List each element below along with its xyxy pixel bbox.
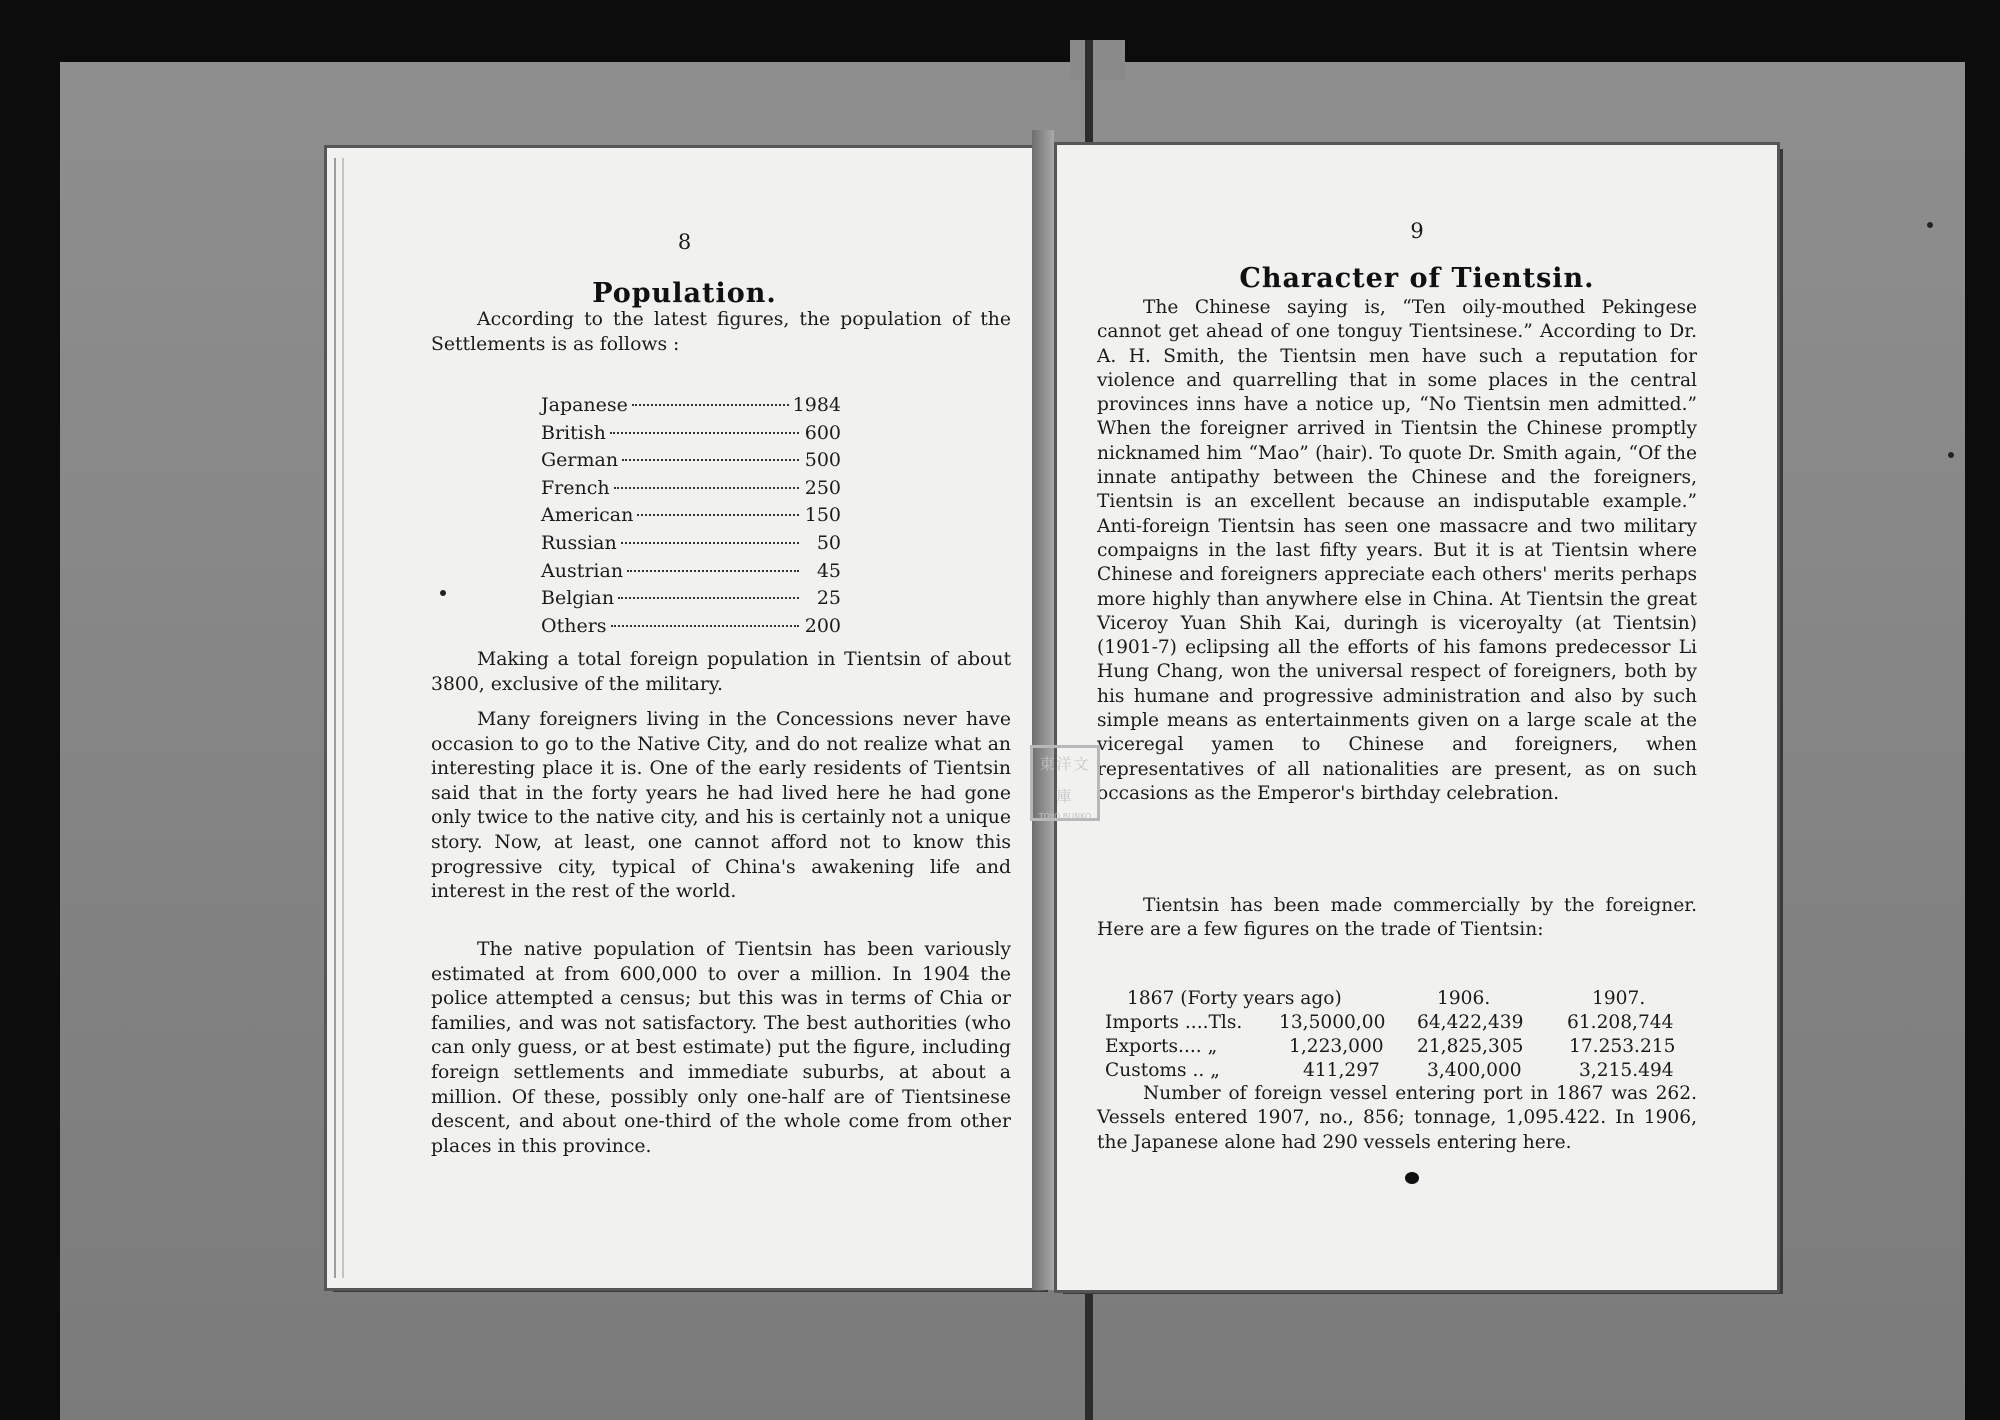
count: 200 bbox=[804, 614, 841, 637]
leader-dots bbox=[610, 432, 799, 434]
character-paragraph bbox=[1097, 296, 1697, 806]
scan-top-gap bbox=[1070, 40, 1125, 80]
intro-paragraph bbox=[431, 308, 1011, 357]
vessels-text: Number of foreign vessel entering port in 1867 was 262. Vessels entered 1907, no., 856; tonnage, 1,095.422. In 1906, the Japanese alone had 290 vessels entering here. bbox=[1097, 1083, 1697, 1153]
leader-dots bbox=[637, 514, 799, 516]
leader-dots bbox=[621, 542, 799, 544]
nationality: Belgian bbox=[541, 587, 615, 610]
scan-speck bbox=[1927, 222, 1933, 228]
page-number: 8 bbox=[677, 230, 692, 254]
count: 45 bbox=[816, 559, 841, 582]
leader-dots bbox=[622, 459, 799, 461]
count: 25 bbox=[816, 587, 841, 610]
nationality: American bbox=[541, 504, 634, 527]
trade-1906-value: 21,825,305 bbox=[1417, 1036, 1524, 1057]
nationality: Others bbox=[541, 614, 607, 637]
section-heading: Character of Tientsin. bbox=[1239, 263, 1595, 294]
count: 1984 bbox=[792, 394, 841, 416]
leader-dots bbox=[627, 570, 799, 572]
ink-blot bbox=[1405, 1172, 1419, 1184]
trade-row-label: Exports.... „ bbox=[1105, 1036, 1218, 1057]
scan-speck bbox=[440, 590, 446, 596]
right-page bbox=[1057, 145, 1777, 1290]
trade-1867-value: 13,5000,00 bbox=[1279, 1012, 1386, 1033]
nationality: German bbox=[541, 449, 619, 472]
count: 250 bbox=[804, 476, 841, 499]
header-1906: 1906. bbox=[1437, 988, 1491, 1009]
leader-dots bbox=[632, 404, 789, 406]
trade-row-label: Imports ....Tls. bbox=[1105, 1012, 1243, 1033]
total-text: Making a total foreign population in Tientsin of about 3800, exclusive of the military. bbox=[431, 649, 1011, 695]
population-row bbox=[541, 530, 841, 558]
population-row bbox=[541, 502, 841, 530]
trade-1906-value: 3,400,000 bbox=[1427, 1060, 1522, 1081]
population-row bbox=[541, 613, 841, 641]
leader-dots bbox=[611, 625, 799, 627]
nationality: British bbox=[541, 421, 606, 444]
count: 600 bbox=[804, 421, 841, 444]
nationality: Japanese bbox=[541, 394, 628, 416]
header-1907: 1907. bbox=[1592, 988, 1646, 1009]
population-row bbox=[541, 392, 841, 420]
count: 50 bbox=[816, 531, 841, 554]
library-stamp-glyphs: 東洋文庫 bbox=[1039, 755, 1091, 805]
page-number: 9 bbox=[1410, 219, 1424, 243]
native-population-text: The native population of Tientsin has been variously estimated at from 600,000 to over a million. In 1904 the police attempted a census; but this was in terms of Chia or families, and was not satisfactory. The best authorities (who can only guess, or at best estimate) put the figure, including foreign settlements and immediate suburbs, at about a million. Of these, possibly only one-half are of Tientsinese descent, and about one-third of the whole come from other places in this province. bbox=[431, 939, 1011, 1157]
nationality: French bbox=[541, 476, 610, 499]
header-1867: 1867 (Forty years ago) bbox=[1127, 988, 1342, 1009]
trade-text: Tientsin has been made commercially by the foreigner. Here are a few figures on the trade of Tientsin: bbox=[1097, 895, 1697, 941]
character-text: The Chinese saying is, “Ten oily-mouthed Pekingese cannot get ahead of one tonguy Tientsinese.” According to Dr. A. H. Smith, the Tientsin men have such a reputation for violence and quarrelling that in some places in the central provinces inns have a notice up, “No Tientsin men admitted.” When the foreigner arrived in Tientsin the Chinese promptly nicknamed him “Mao” (hair). To quote Dr. Smith again, “Of the innate antipathy between the Chinese and the foreigners, Tientsin is an excellent because an indisputable example.” Anti-foreign Tientsin has seen one massacre and two military compaigns in the last fifty years. But it is at Tientsin where Chinese and foreigners appreciate each others' merits perhaps more highly than anywhere else in China. At Tientsin the great Viceroy Yuan Shih Kai, duringh is viceroyalty (at Tientsin) (1901-7) eclipsing all the efforts of his famons predecessor Li Hung Chang, won the universal respect of foreigners, both by his humane and progressive administration and also by such simple means as entertainments given on a large scale at the viceregal yamen to Chinese and foreigners, when representatives of all nationalities are present, as on such occasions as the Emperor's birthday celebration. bbox=[1097, 297, 1697, 804]
vessels-paragraph bbox=[1097, 1082, 1697, 1155]
scan-speck bbox=[1948, 452, 1954, 458]
native-population-paragraph bbox=[431, 938, 1011, 1159]
trade-1907-value: 3,215.494 bbox=[1579, 1060, 1674, 1081]
section-heading: Population. bbox=[592, 278, 777, 309]
trade-1906-value: 64,422,439 bbox=[1417, 1012, 1524, 1033]
trade-row-label: Customs .. „ bbox=[1105, 1060, 1220, 1081]
scan-top-border bbox=[60, 40, 1965, 62]
concessions-text: Many foreigners living in the Concessions never have occasion to go to the Native City, and do not realize what an interesting place it is. One of the early residents of Tientsin said that in the forty years he had lived here he had gone only twice to the native city, and his is certainly not a unique story. Now, at least, one cannot afford not to know this progressive city, typical of China's awakening life and interest in the rest of the world. bbox=[431, 709, 1011, 903]
population-row bbox=[541, 447, 841, 475]
population-row bbox=[541, 585, 841, 613]
page-edge-stack bbox=[334, 158, 344, 1278]
population-table bbox=[541, 392, 841, 640]
library-stamp bbox=[1030, 745, 1100, 821]
leader-dots bbox=[618, 597, 799, 599]
book-gutter bbox=[1032, 130, 1054, 1290]
trade-paragraph bbox=[1097, 894, 1697, 943]
trade-1867-value: 1,223,000 bbox=[1289, 1036, 1384, 1057]
total-paragraph bbox=[431, 648, 1011, 697]
population-row bbox=[541, 420, 841, 448]
intro-text: According to the latest figures, the population of the Settlements is as follows : bbox=[431, 309, 1011, 355]
concessions-paragraph bbox=[431, 708, 1011, 905]
trade-1867-value: 411,297 bbox=[1303, 1060, 1380, 1081]
trade-1907-value: 17.253.215 bbox=[1569, 1036, 1676, 1057]
nationality: Russian bbox=[541, 531, 617, 554]
library-stamp-text: TOYO BUNKO bbox=[1038, 812, 1092, 821]
nationality: Austrian bbox=[541, 559, 624, 582]
population-row bbox=[541, 558, 841, 586]
population-row bbox=[541, 475, 841, 503]
count: 150 bbox=[804, 504, 841, 527]
count: 500 bbox=[804, 449, 841, 472]
left-page bbox=[327, 148, 1042, 1288]
leader-dots bbox=[614, 487, 799, 489]
trade-1907-value: 61.208,744 bbox=[1567, 1012, 1674, 1033]
